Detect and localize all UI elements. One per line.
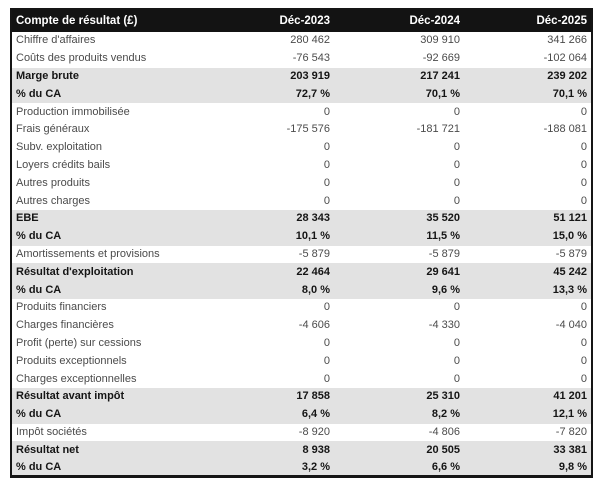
column-header-dec-2023: Déc-2023 xyxy=(279,15,330,27)
cell-value: -92 669 xyxy=(422,52,460,65)
cell-value: 17 858 xyxy=(296,390,330,403)
cell-value: 0 xyxy=(453,301,460,314)
cell-value: 8 938 xyxy=(302,443,330,456)
cell-value: 217 241 xyxy=(420,69,460,82)
cell-value: 12,1 % xyxy=(552,408,587,421)
cell-value: -5 879 xyxy=(555,247,587,260)
cell-value: 20 505 xyxy=(426,443,460,456)
row-label: Subv. exploitation xyxy=(16,141,103,154)
cell-value: 0 xyxy=(580,301,587,314)
row-label: Autres produits xyxy=(16,176,90,189)
row-label: EBE xyxy=(16,212,39,225)
cell-value: 309 910 xyxy=(420,34,460,47)
cell-value: 41 201 xyxy=(553,390,587,403)
table-row xyxy=(11,121,592,139)
cell-value: 0 xyxy=(580,141,587,154)
cell-value: 11,5 % xyxy=(426,230,460,243)
cell-value: -4 606 xyxy=(298,319,330,332)
cell-value: 0 xyxy=(580,158,587,171)
cell-value: -8 920 xyxy=(298,425,330,438)
cell-value: 70,1 % xyxy=(552,87,587,100)
cell-value: 0 xyxy=(323,336,330,349)
table-row xyxy=(11,424,592,442)
table-row xyxy=(11,299,592,317)
cell-value: 0 xyxy=(323,105,330,118)
cell-value: 0 xyxy=(580,194,587,207)
cell-value: -4 040 xyxy=(555,319,587,332)
cell-value: 0 xyxy=(453,141,460,154)
table-row xyxy=(11,335,592,353)
cell-value: 0 xyxy=(453,158,460,171)
cell-value: 0 xyxy=(453,336,460,349)
cell-value: 0 xyxy=(323,354,330,367)
row-label: Coûts des produits vendus xyxy=(16,52,147,65)
cell-value: 0 xyxy=(323,194,330,207)
row-label: Résultat net xyxy=(16,443,79,456)
table-row xyxy=(11,174,592,192)
table-row xyxy=(11,32,592,50)
row-label: Frais généraux xyxy=(16,123,90,136)
header-row xyxy=(11,9,592,32)
cell-value: 10,1 % xyxy=(295,230,330,243)
row-label: % du CA xyxy=(16,87,62,100)
row-label: Résultat avant impôt xyxy=(16,390,125,403)
row-label: Charges exceptionnelles xyxy=(16,372,137,385)
table-row xyxy=(11,388,592,406)
cell-value: -5 879 xyxy=(428,247,460,260)
cell-value: 45 242 xyxy=(553,265,587,278)
cell-value: 0 xyxy=(453,105,460,118)
cell-value: 70,1 % xyxy=(425,87,460,100)
cell-value: -175 576 xyxy=(286,123,330,136)
table-title: Compte de résultat (£) xyxy=(16,15,138,27)
row-label: Profit (perte) sur cessions xyxy=(16,336,142,349)
cell-value: 0 xyxy=(580,354,587,367)
table-row xyxy=(11,281,592,299)
table-row xyxy=(11,85,592,103)
cell-value: 0 xyxy=(580,105,587,118)
table-row xyxy=(11,246,592,264)
cell-value: 3,2 % xyxy=(301,460,330,473)
table-row xyxy=(11,139,592,157)
row-label: % du CA xyxy=(16,230,62,243)
row-label: % du CA xyxy=(16,283,62,296)
cell-value: 8,2 % xyxy=(431,408,460,421)
cell-value: -76 543 xyxy=(292,52,330,65)
cell-value: -7 820 xyxy=(555,425,587,438)
row-label: Chiffre d'affaires xyxy=(16,34,96,47)
cell-value: -188 081 xyxy=(543,123,587,136)
table-row xyxy=(11,157,592,175)
cell-value: 6,4 % xyxy=(301,408,330,421)
table-row xyxy=(11,68,592,86)
table-row xyxy=(11,210,592,228)
cell-value: 0 xyxy=(323,372,330,385)
row-label: Charges financières xyxy=(16,319,114,332)
table-row xyxy=(11,317,592,335)
cell-value: 9,8 % xyxy=(558,460,587,473)
row-label: Amortissements et provisions xyxy=(16,247,160,260)
table-row xyxy=(11,352,592,370)
cell-value: 0 xyxy=(580,176,587,189)
row-label: % du CA xyxy=(16,408,62,421)
cell-value: 29 641 xyxy=(426,265,460,278)
row-label: Résultat d'exploitation xyxy=(16,265,134,278)
cell-value: 35 520 xyxy=(426,212,460,225)
table-row xyxy=(11,263,592,281)
row-label: Impôt sociétés xyxy=(16,425,87,438)
cell-value: -102 064 xyxy=(543,52,587,65)
table-row xyxy=(11,406,592,424)
row-label: Autres charges xyxy=(16,194,90,207)
cell-value: -5 879 xyxy=(298,247,330,260)
cell-value: 72,7 % xyxy=(295,87,330,100)
column-header-dec-2024: Déc-2024 xyxy=(409,15,460,27)
cell-value: 33 381 xyxy=(553,443,587,456)
row-label: Marge brute xyxy=(16,69,79,82)
cell-value: 0 xyxy=(323,141,330,154)
cell-value: 0 xyxy=(453,372,460,385)
cell-value: 280 462 xyxy=(290,34,330,47)
table-row xyxy=(11,103,592,121)
table-row xyxy=(11,192,592,210)
table-row xyxy=(11,228,592,246)
cell-value: 15,0 % xyxy=(552,230,587,243)
cell-value: 0 xyxy=(323,301,330,314)
table-row xyxy=(11,50,592,68)
cell-value: 22 464 xyxy=(296,265,330,278)
cell-value: 28 343 xyxy=(296,212,330,225)
column-header-dec-2025: Déc-2025 xyxy=(536,15,587,27)
cell-value: 6,6 % xyxy=(431,460,460,473)
cell-value: 0 xyxy=(323,158,330,171)
cell-value: 341 266 xyxy=(547,34,587,47)
cell-value: 0 xyxy=(323,176,330,189)
cell-value: 0 xyxy=(580,372,587,385)
table-row xyxy=(11,370,592,388)
cell-value: 203 919 xyxy=(290,69,330,82)
row-label: Loyers crédits bails xyxy=(16,158,111,171)
table-row xyxy=(11,459,592,477)
cell-value: 0 xyxy=(453,194,460,207)
cell-value: 13,3 % xyxy=(552,283,587,296)
income-statement-table xyxy=(10,8,593,478)
cell-value: -181 721 xyxy=(416,123,460,136)
cell-value: 0 xyxy=(580,336,587,349)
cell-value: 9,6 % xyxy=(431,283,460,296)
cell-value: -4 330 xyxy=(428,319,460,332)
cell-value: 239 202 xyxy=(547,69,587,82)
cell-value: 8,0 % xyxy=(301,283,330,296)
row-label: Produits exceptionnels xyxy=(16,354,127,367)
row-label: % du CA xyxy=(16,460,62,473)
row-label: Production immobilisée xyxy=(16,105,130,118)
cell-value: 51 121 xyxy=(553,212,587,225)
table-row xyxy=(11,441,592,459)
cell-value: -4 806 xyxy=(428,425,460,438)
cell-value: 0 xyxy=(453,176,460,189)
row-label: Produits financiers xyxy=(16,301,107,314)
cell-value: 25 310 xyxy=(426,390,460,403)
cell-value: 0 xyxy=(453,354,460,367)
